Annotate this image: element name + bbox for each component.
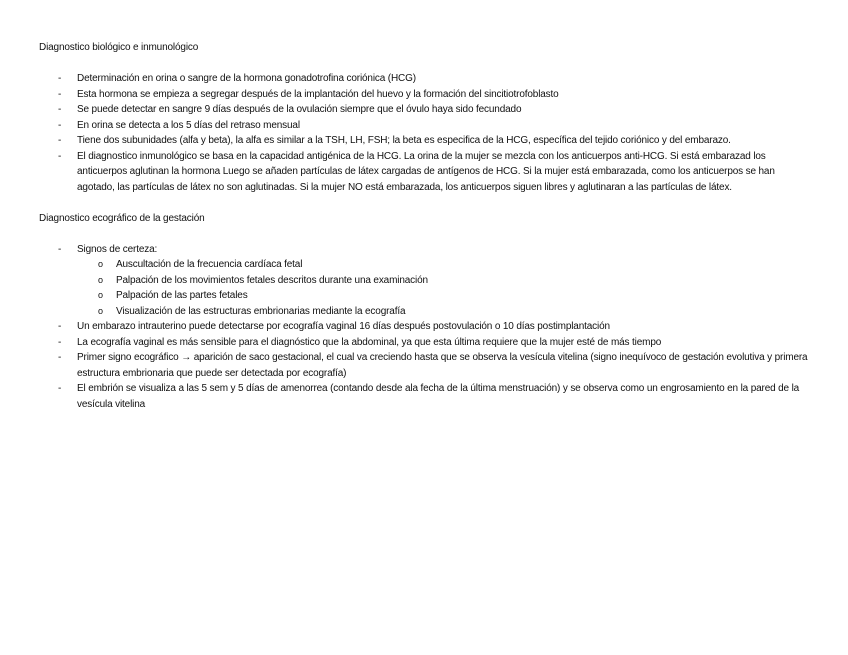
- signos-label: Signos de certeza:: [77, 243, 158, 255]
- list-item-text: Tiene dos subunidades (alfa y beta), la alfa es similar a la TSH, LH, FSH; la beta es especifica de la HCG, específica del tejido coriónico y del embarazo.: [77, 135, 731, 146]
- circle-bullet: o: [98, 274, 103, 285]
- circle-bullet: o: [98, 259, 103, 269]
- list-item-text: Primer signo ecográfico → aparición de saco gestacional, el cual va creciendo hasta que se observa la vesícula vitelina (signo inequívoco de gestación evolutiva y primera estructura embrionaria que puede ser detectada por ecografía): [77, 352, 808, 379]
- sublist-item: [39, 304, 809, 320]
- list-item: [39, 102, 809, 118]
- ultrasound-list: [39, 242, 809, 413]
- dash-bullet: -: [58, 336, 62, 348]
- list-item-text: La ecografía vaginal es más sensible para el diagnóstico que la abdominal, ya que esta última requiere que la mujer esté de más tiempo: [77, 336, 662, 348]
- circle-bullet: o: [98, 305, 103, 316]
- dash-bullet: -: [58, 135, 62, 146]
- dash-bullet: -: [58, 104, 62, 115]
- list-item-signos: [39, 242, 809, 258]
- list-item: [39, 118, 809, 134]
- sublist-item: [39, 257, 809, 273]
- list-item: [39, 71, 809, 87]
- dash-bullet: -: [58, 321, 62, 332]
- sublist-item: [39, 288, 809, 304]
- sublist-item-text: Palpación de los movimientos fetales descritos durante una examinación: [116, 274, 428, 286]
- dash-bullet: -: [58, 383, 62, 394]
- list-item: [39, 335, 809, 351]
- biological-list: [39, 71, 809, 195]
- dash-bullet: -: [58, 352, 62, 363]
- dash-bullet: -: [58, 88, 62, 100]
- list-item: [39, 350, 809, 381]
- list-item-text: Un embarazo intrauterino puede detectarse por ecografía vaginal 16 días después postovulación o 10 días postimplantación: [77, 321, 610, 332]
- list-item-text: Se puede detectar en sangre 9 días después de la ovulación siempre que el óvulo haya sido fecundado: [77, 104, 522, 115]
- list-item-text: El diagnostico inmunológico se basa en la capacidad antigénica de la HCG. La orina de la mujer se mezcla con los anticuerpos anti-HCG. Si está embarazad los anticuerpos aglutinan la hormona Luego se añaden partículas de látex cargadas de antígenos de HCG. Si la mujer está embarazada, como los anticuerpos se han agotado, las partículas de látex no son aglutinadas. Si la mujer NO está embarazada, los anticuerpos siguen libres y aglutinaran a las partículas de látex.: [77, 150, 775, 193]
- dash-bullet: -: [58, 150, 62, 162]
- signos-sublist: [39, 257, 809, 319]
- list-item-text: El embrión se visualiza a las 5 sem y 5 días de amenorrea (contando desde ala fecha de la última menstruación) y se observa como un engrosamiento en la pared de la vesícula vitelina: [77, 383, 800, 410]
- dash-bullet: -: [58, 243, 62, 255]
- sublist-item-text: Palpación de las partes fetales: [116, 290, 248, 301]
- sublist-item: [39, 273, 809, 289]
- section-heading-biological: Diagnostico biológico e inmunológico: [39, 42, 199, 53]
- list-item: [39, 319, 809, 335]
- list-item-text: Esta hormona se empieza a segregar después de la implantación del huevo y la formación del sincitiotrofoblasto: [77, 88, 559, 100]
- section-spacer: [39, 195, 809, 211]
- list-item: [39, 149, 809, 196]
- section-heading-ultrasound: Diagnostico ecográfico de la gestación: [39, 212, 205, 224]
- document-body: [39, 40, 809, 412]
- list-item-text: Determinación en orina o sangre de la hormona gonadotrofina coriónica (HCG): [77, 73, 416, 84]
- list-item: [39, 133, 809, 149]
- circle-bullet: o: [98, 290, 103, 300]
- list-item-text: En orina se detecta a los 5 días del retraso mensual: [77, 119, 300, 131]
- sublist-item-text: Visualización de las estructuras embrionarias mediante la ecografía: [116, 305, 406, 317]
- list-item: [39, 381, 809, 412]
- sublist-item-text: Auscultación de la frecuencia cardíaca fetal: [116, 259, 303, 270]
- dash-bullet: -: [58, 119, 62, 131]
- list-item: [39, 87, 809, 103]
- signos-container: [39, 257, 809, 319]
- dash-bullet: -: [58, 73, 62, 84]
